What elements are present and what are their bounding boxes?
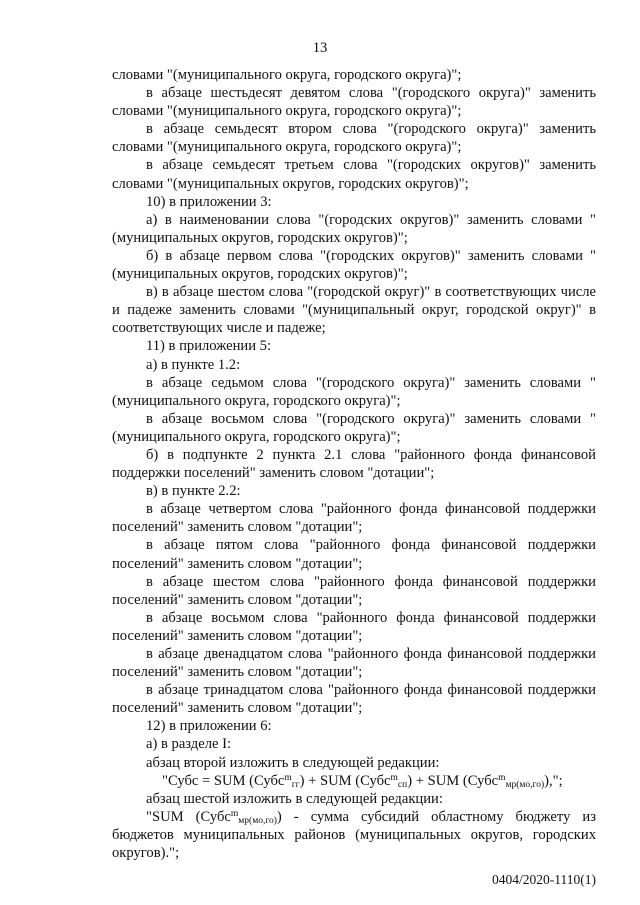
paragraph: 12) в приложении 6:	[146, 718, 272, 735]
paragraph: в абзаце двенадцатом слова "районного фонда финансовой поддержки поселений" заменить словом "дотации";	[112, 646, 596, 681]
paragraph: абзац второй изложить в следующей редакции:	[146, 754, 440, 771]
formula-superscript: m	[498, 772, 506, 783]
paragraph: в абзаце четвертом слова "районного фонда финансовой поддержки поселений" заменить словом "дотации";	[112, 501, 596, 536]
formula-superscript: m	[390, 772, 398, 783]
formula-subscript: мр(мо,го)	[505, 779, 545, 790]
formula-subscript: мр(мо,го)	[238, 815, 277, 826]
paragraph: в абзаце шестьдесят девятом слова "(городского округа)" заменить словами "(муниципального округа, городского округа)";	[112, 85, 596, 120]
page-number: 13	[312, 40, 328, 56]
paragraph: в абзаце восьмом слова "районного фонда финансовой поддержки поселений" заменить словом "дотации";	[112, 609, 596, 644]
document-body	[112, 66, 596, 862]
formula-text: ) + SUM (Субс	[299, 772, 391, 789]
paragraph: а) в наименовании слова "(городских округов)" заменить словами "(муниципальных округов, городских округов)";	[112, 211, 596, 246]
formula-subscript: сп	[397, 779, 408, 790]
formula-text: ) - сумма субсидий областному бюджету из бюджетов муниципальных районов (муниципальных округов, городских округов).";	[112, 808, 597, 862]
document-code: 0404/2020-1110(1)	[492, 872, 596, 887]
formula-text: ),";	[544, 772, 563, 789]
formula-subscript: гг	[291, 779, 300, 790]
paragraph: в) в пункте 2.2:	[146, 483, 241, 500]
formula-text: "	[162, 772, 168, 789]
formula-superscript: m	[230, 808, 239, 819]
paragraph: в абзаце семьдесят втором слова "(городского округа)" заменить словами "(муниципального округа, городского округа)";	[112, 121, 596, 156]
formula-text: "SUM (Субс	[146, 808, 231, 825]
formula-superscript: m	[284, 772, 292, 783]
paragraph: в абзаце семьдесят третьем слова "(городских округов)" заменить словами "(муниципальных округов, городских округов)";	[112, 157, 596, 192]
paragraph: в абзаце восьмом слова "(городского округа)" заменить словами "(муниципального округа, городского округа)";	[112, 410, 596, 445]
paragraph: а) в пункте 1.2:	[146, 356, 241, 373]
paragraph: в абзаце седьмом слова "(городского округа)" заменить словами "(муниципального округа, городского округа)";	[112, 374, 596, 409]
paragraph: абзац шестой изложить в следующей редакции:	[146, 790, 443, 807]
paragraph: словами "(муниципального округа, городского округа)";	[112, 67, 462, 83]
paragraph: 11) в приложении 5:	[146, 338, 272, 355]
paragraph: в абзаце пятом слова "районного фонда финансовой поддержки поселений" заменить словом "дотации";	[112, 537, 596, 572]
formula-text: Субс = SUM (Субс	[167, 772, 285, 789]
paragraph: б) в подпункте 2 пункта 2.1 слова "районного фонда финансовой поддержки поселений" заменить словом "дотации";	[112, 446, 596, 482]
paragraph: б) в абзаце первом слова "(городских округов)" заменить словами "(муниципальных округов, городских округов)";	[112, 247, 596, 283]
paragraph: в абзаце шестом слова "районного фонда финансовой поддержки поселений" заменить словом "дотации";	[112, 573, 596, 608]
formula-subs	[112, 772, 596, 790]
paragraph: в абзаце тринадцатом слова "районного фонда финансовой поддержки поселений" заменить словом "дотации";	[112, 682, 596, 717]
formula-text: ) + SUM (Субс	[407, 772, 499, 789]
paragraph: а) в разделе I:	[146, 736, 232, 753]
formula-definition	[112, 808, 596, 862]
paragraph: 10) в приложении 3:	[146, 193, 272, 210]
paragraph: в) в абзаце шестом слова "(городской округ)" в соответствующих числе и падеже заменить словами "(муниципальный округ, городской округ)" в соответствующих числе и падеже;	[112, 284, 596, 337]
